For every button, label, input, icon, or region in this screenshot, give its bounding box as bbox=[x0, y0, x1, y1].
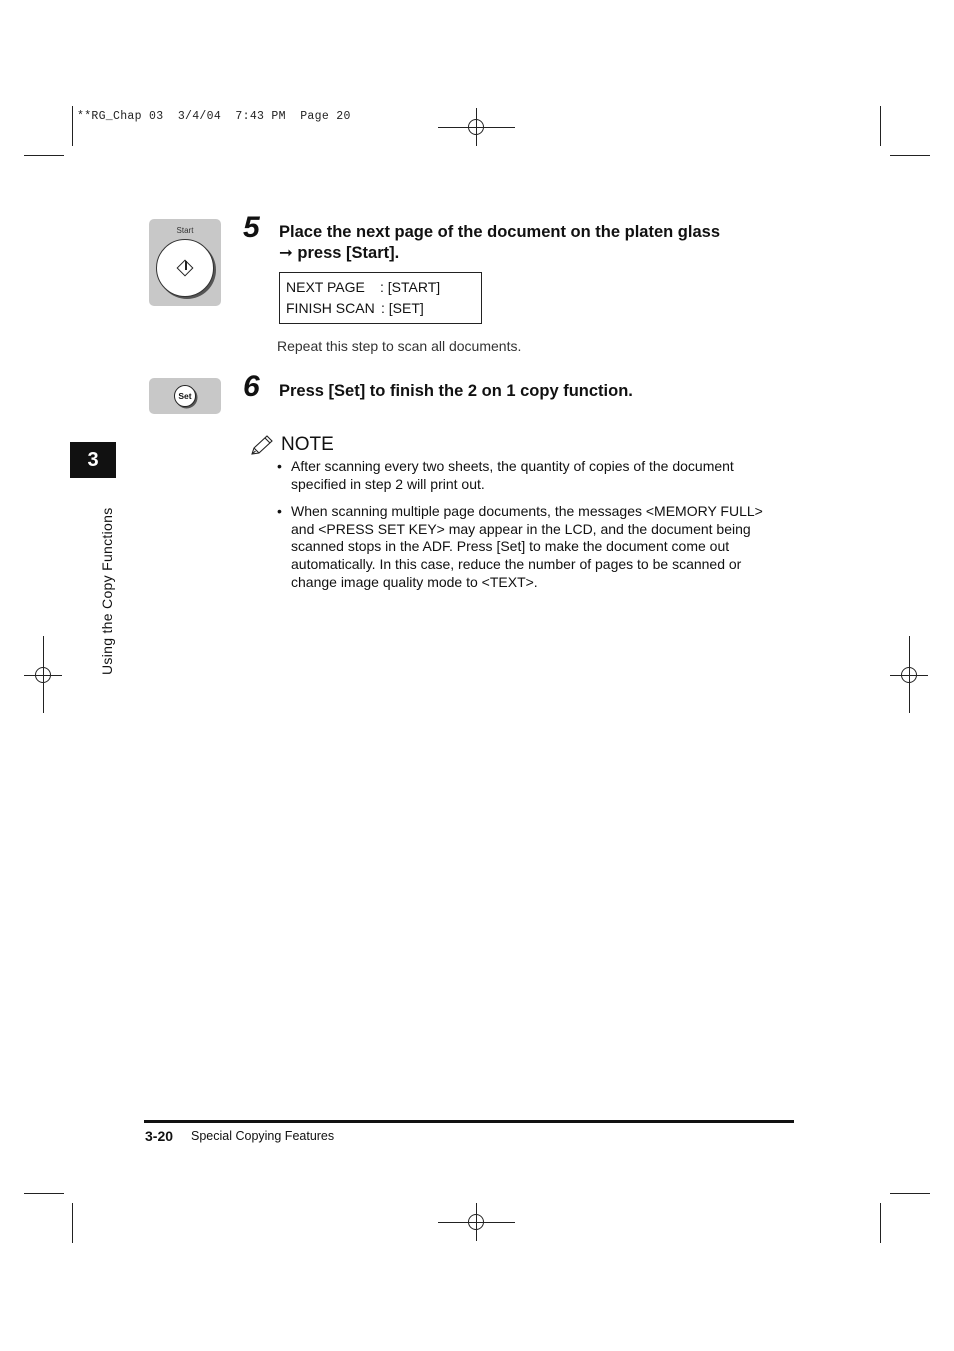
start-diamond-icon bbox=[156, 239, 214, 297]
list-item: • After scanning every two sheets, the quantity of copies of the document specified in step 2 will print out. bbox=[277, 458, 777, 493]
footer-rule bbox=[144, 1120, 794, 1123]
step-5-line-2-text: press [Start]. bbox=[297, 244, 400, 262]
step-number-5: 5 bbox=[243, 211, 260, 244]
step-5-note: Repeat this step to scan all documents. bbox=[277, 338, 522, 354]
note-bullet-list bbox=[277, 458, 777, 601]
lcd-key: NEXT PAGE bbox=[286, 279, 365, 295]
pencil-icon bbox=[250, 434, 274, 456]
list-item: • When scanning multiple page documents, the messages <MEMORY FULL> and <PRESS SET KEY> may appear in the LCD, and the document being scanned stops in the ADF. Press [Set] to make the document come out automatically. In this case, reduce the number of pages to be scanned or change image quality mode to <TEXT>. bbox=[277, 503, 777, 591]
page-number: 3-20 bbox=[145, 1128, 174, 1144]
step-5-line-2 bbox=[279, 243, 799, 264]
chapter-side-label: Using the Copy Functions bbox=[99, 507, 115, 675]
print-slug: **RG_Chap 03 3/4/04 7:43 PM Page 20 bbox=[77, 110, 351, 123]
start-key-illustration bbox=[149, 219, 221, 306]
note-bullet-text: When scanning multiple page documents, the messages <MEMORY FULL> and <PRESS SET KEY> may appear in the LCD, and the document being scanned stops in the ADF. Press [Set] to make the document come out automatically. In this case, reduce the number of pages to be scanned or change image quality mode to <TEXT>. bbox=[291, 503, 763, 590]
step-number-6: 6 bbox=[243, 370, 260, 403]
lcd-value: : [SET] bbox=[381, 300, 424, 316]
lcd-display bbox=[279, 272, 482, 324]
step-5-line-1: Place the next page of the document on the platen glass bbox=[279, 223, 720, 241]
step-6-instruction: Press [Set] to finish the 2 on 1 copy function. bbox=[279, 382, 633, 400]
start-key-label: Start bbox=[176, 226, 194, 235]
set-key-icon: Set bbox=[174, 385, 196, 407]
chapter-tab: 3 bbox=[70, 442, 116, 478]
lcd-row bbox=[286, 298, 481, 319]
note-heading: NOTE bbox=[281, 434, 334, 455]
lcd-value: : [START] bbox=[380, 279, 441, 295]
step-5-instruction bbox=[279, 222, 799, 264]
lcd-key: FINISH SCAN bbox=[286, 300, 375, 316]
arrow-right-icon: ➞ bbox=[279, 244, 293, 262]
footer-section-title: Special Copying Features bbox=[191, 1129, 335, 1143]
note-bullet-text: After scanning every two sheets, the quantity of copies of the document specified in step 2 will print out. bbox=[291, 458, 734, 492]
lcd-row bbox=[286, 277, 481, 298]
set-key-illustration bbox=[149, 378, 221, 414]
